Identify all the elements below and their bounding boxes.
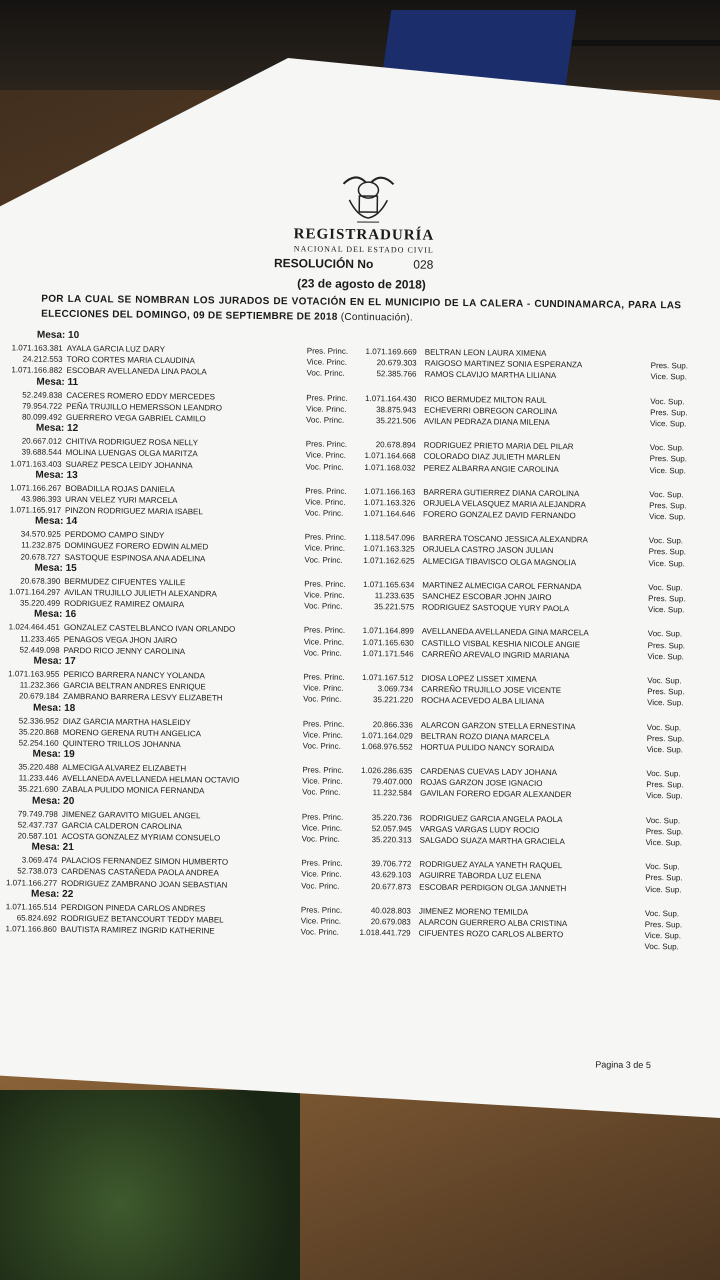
juror-id: 1.071.163.381 <box>11 343 63 353</box>
substitute-role: Pres. Sup. <box>650 407 688 418</box>
mesa-label: Mesa: 18 <box>32 702 76 714</box>
substitute-role: Voc. Sup. <box>644 942 679 952</box>
substitute-name: FORERO GONZALEZ DAVID FERNANDO <box>423 509 576 521</box>
substitute-name: RODRIGUEZ GARCIA ANGELA PAOLA <box>419 813 563 824</box>
substitute-role: Vice. Sup. <box>645 838 683 848</box>
juror-role: Pres. Princ. <box>304 579 346 589</box>
juror-role: Pres. Princ. <box>303 672 345 682</box>
juror-id: 52.254.160 <box>18 738 59 748</box>
substitute-name: PEREZ ALBARRA ANGIE CAROLINA <box>423 463 559 474</box>
substitute-name: ALMECIGA TIBAVISCO OLGA MAGNOLIA <box>422 556 577 567</box>
substitute-name: MARTINEZ ALMECIGA CAROL FERNANDA <box>422 580 582 592</box>
juror-role: Pres. Princ. <box>305 439 348 449</box>
juror-role: Voc. Princ. <box>303 648 342 658</box>
juror-name: PERDOMO CAMPO SINDY <box>64 530 165 541</box>
substitute-id: 1.071.171.546 <box>362 648 414 659</box>
juror-id: 1.071.166.882 <box>11 365 63 376</box>
mesa-label: Mesa: 14 <box>34 515 78 528</box>
juror-name: URAN VELEZ YURI MARCELA <box>65 494 178 505</box>
substitute-name: ORJUELA CASTRO JASON JULIAN <box>422 545 554 556</box>
juror-id: 35.221.690 <box>18 784 59 795</box>
juror-name: QUINTERO TRILLOS JOHANNA <box>62 738 181 750</box>
juror-name: PARDO RICO JENNY CAROLINA <box>63 645 186 656</box>
juror-role: Pres. Princ. <box>301 812 344 822</box>
juror-id: 79.954.722 <box>22 401 63 411</box>
substitute-name: AVILAN PEDRAZA DIANA MILENA <box>423 416 550 427</box>
substitute-role: Vice. Sup. <box>644 931 682 941</box>
juror-id: 20.679.184 <box>19 691 60 702</box>
juror-id: 52.336.952 <box>18 715 59 726</box>
juror-role: Voc. Princ. <box>302 741 341 751</box>
juror-name: JIMENEZ GARAVITO MIGUEL ANGEL <box>61 809 201 820</box>
juror-role: Pres. Princ. <box>302 718 345 729</box>
juror-id: 11.232.875 <box>21 540 61 551</box>
juror-id: 52.437.737 <box>17 820 58 830</box>
substitute-name: BARRERA TOSCANO JESSICA ALEXANDRA <box>422 533 588 545</box>
juror-name: AVILAN TRUJILLO JULIETH ALEXANDRA <box>64 587 217 599</box>
juror-name: RODRIGUEZ BETANCOURT TEDDY MABEL <box>60 913 224 925</box>
juror-role: Pres. Princ. <box>302 765 344 775</box>
substitute-name: CIFUENTES ROZO CARLOS ALBERTO <box>418 928 564 940</box>
juror-role: Voc. Princ. <box>305 415 345 425</box>
juror-role: Voc. Princ. <box>306 368 345 379</box>
juror-role: Vice. Princ. <box>306 404 347 414</box>
document <box>0 161 720 1071</box>
substitute-role: Voc. Sup. <box>644 908 680 919</box>
substitute-role: Vice. Sup. <box>646 744 683 755</box>
juror-id: 20.667.012 <box>21 436 62 446</box>
substitute-name: RODRIGUEZ SASTOQUE YURY PAOLA <box>422 602 569 614</box>
substitute-role: Voc. Sup. <box>647 629 683 639</box>
juror-id: 1.024.464.451 <box>8 622 60 633</box>
juror-id: 1.071.165.514 <box>5 902 57 912</box>
juror-id: 1.071.165.917 <box>9 505 62 515</box>
juror-id: 1.071.166.277 <box>5 877 58 888</box>
juror-name: ZAMBRANO BARRERA LESVY ELIZABETH <box>63 692 223 703</box>
substitute-role: Pres. Sup. <box>649 454 688 464</box>
resolution-label: RESOLUCIÓN No <box>273 256 374 272</box>
juror-role: Voc. Princ. <box>305 461 344 472</box>
substitute-role: Voc. Sup. <box>646 722 682 732</box>
mesa-label: Mesa: 12 <box>35 422 79 435</box>
title-text: POR LA CUAL SE NOMBRAN LOS JURADOS DE VOTACIÓN EN EL MUNICIPIO DE LA CALERA - CUNDINAMARCA, PARA LAS ELECCIONES DEL DOMINGO, 09 DE SEPTIEMBRE DE 2018 <box>41 293 682 323</box>
juror-name: SASTOQUE ESPINOSA ANA ADELINA <box>64 552 206 564</box>
substitute-id: 79.407.000 <box>372 777 413 787</box>
substitute-name: RAIGOSO MARTINEZ SONIA ESPERANZA <box>424 358 583 370</box>
mesa-label: Mesa: 11 <box>36 376 79 388</box>
substitute-role: Vice. Sup. <box>647 698 684 708</box>
substitute-id: 1.118.547.096 <box>364 533 415 543</box>
substitute-id: 1.071.164.029 <box>361 730 413 741</box>
juror-id: 1.071.166.267 <box>10 483 62 493</box>
juror-id: 39.688.544 <box>21 447 62 458</box>
substitute-role: Vice. Sup. <box>648 605 685 615</box>
substitute-name: RICO BERMUDEZ MILTON RAUL <box>424 394 547 405</box>
substitute-id: 43.629.103 <box>371 870 412 880</box>
juror-role: Vice. Princ. <box>303 683 344 693</box>
substitute-name: RAMOS CLAVIJO MARTHA LILIANA <box>424 370 557 381</box>
juror-name: GONZALEZ CASTELBLANCO IVAN ORLANDO <box>63 623 236 635</box>
substitute-name: RODRIGUEZ PRIETO MARIA DEL PILAR <box>423 440 574 452</box>
substitute-id: 38.875.943 <box>376 404 417 415</box>
substitute-role: Voc. Sup. <box>646 769 681 779</box>
juror-name: GUERRERO VEGA GABRIEL CAMILO <box>66 412 206 424</box>
substitute-id: 52.057.945 <box>371 823 412 834</box>
juror-role: Vice. Princ. <box>306 357 348 368</box>
substitute-role: Vice. Sup. <box>649 418 687 429</box>
substitute-role: Vice. Sup. <box>648 558 685 569</box>
substitute-role: Pres. Sup. <box>647 687 685 697</box>
substitute-name: HORTUA PULIDO NANCY SORAIDA <box>420 742 555 753</box>
substitute-id: 1.026.286.635 <box>361 766 413 776</box>
juror-id: 1.071.166.860 <box>5 924 57 934</box>
substitute-id: 11.232.584 <box>372 788 413 798</box>
juror-name: AVELLANEDA AVELLANEDA HELMAN OCTAVIO <box>62 774 240 785</box>
substitute-id: 1.018.441.729 <box>359 928 411 938</box>
substitute-id: 35.221.575 <box>373 602 415 612</box>
juror-id: 52.738.073 <box>17 866 58 877</box>
page-number: Pagina 3 de 5 <box>595 1059 651 1071</box>
juror-role: Vice. Princ. <box>301 869 342 880</box>
juror-role: Voc. Princ. <box>305 508 344 518</box>
juror-role: Pres. Princ. <box>303 625 346 636</box>
mesa-block <box>0 841 718 895</box>
substitute-id: 35.220.313 <box>371 835 412 845</box>
mesa-block <box>0 888 717 942</box>
juror-id: 65.824.692 <box>16 913 57 923</box>
substitute-name: JIMENEZ MORENO TEMILDA <box>418 906 529 917</box>
substitute-role: Voc. Sup. <box>649 489 684 500</box>
juror-id: 52.249.838 <box>22 390 63 400</box>
mesa-label: Mesa: 13 <box>35 469 78 481</box>
substitute-role: Pres. Sup. <box>649 500 687 511</box>
substitute-role: Pres. Sup. <box>650 361 689 371</box>
crest-icon <box>337 170 400 227</box>
substitute-role: Vice. Sup. <box>646 791 683 801</box>
juror-role: Vice. Princ. <box>300 916 342 926</box>
juror-name: ACOSTA GONZALEZ MYRIAM CONSUELO <box>61 831 221 843</box>
juror-name: BAUTISTA RAMIREZ INGRID KATHERINE <box>60 925 215 936</box>
substitute-id: 1.071.165.634 <box>363 579 415 590</box>
juror-role: Vice. Princ. <box>304 590 345 600</box>
substitute-role: Voc. Sup. <box>650 396 685 406</box>
juror-role: Voc. Princ. <box>301 834 340 844</box>
substitute-id: 1.071.162.625 <box>363 555 415 566</box>
substitute-role: Vice. Sup. <box>647 651 684 662</box>
substitute-id: 11.233.635 <box>374 591 415 601</box>
juror-role: Pres. Princ. <box>300 905 343 915</box>
mesa-label: Mesa: 15 <box>34 562 77 574</box>
substitute-id: 20.679.303 <box>376 358 417 368</box>
juror-role: Voc. Princ. <box>303 694 342 705</box>
substitute-id: 1.071.169.669 <box>365 347 417 357</box>
substitute-id: 20.679.083 <box>370 917 411 927</box>
substitute-role: Pres. Sup. <box>648 594 686 604</box>
juror-name: CARDENAS CASTAÑEDA PAOLA ANDREA <box>61 867 219 878</box>
substitute-name: ORJUELA VELASQUEZ MARIA ALEJANDRA <box>423 498 586 510</box>
substitute-role: Vice. Sup. <box>645 884 682 894</box>
juror-name: TORO CORTES MARIA CLAUDINA <box>66 355 195 366</box>
juror-id: 35.220.868 <box>18 727 59 737</box>
juror-name: PEÑA TRUJILLO HEMERSSON LEANDRO <box>66 401 223 413</box>
substitute-role: Pres. Sup. <box>647 640 686 650</box>
juror-name: MOLINA LUENGAS OLGA MARITZA <box>65 448 198 459</box>
substitute-role: Voc. Sup. <box>648 582 683 593</box>
substitute-id: 35.220.736 <box>371 812 412 823</box>
substitute-name: CARREÑO AREVALO INGRID MARIANA <box>421 649 570 660</box>
juror-role: Pres. Princ. <box>304 532 347 543</box>
substitute-name: ROJAS GARZON JOSE IGNACIO <box>420 777 543 789</box>
rug <box>0 1090 300 1280</box>
juror-id: 20.678.390 <box>20 576 61 586</box>
mesa-block <box>2 422 720 476</box>
substitute-id: 1.071.167.512 <box>362 672 414 683</box>
org-name: REGISTRADURÍA <box>293 226 435 244</box>
juror-name: ESCOBAR AVELLANEDA LINA PAOLA <box>66 366 207 377</box>
mesa-block <box>0 748 719 802</box>
mesa-label: Mesa: 19 <box>32 748 75 761</box>
juror-id: 43.986.393 <box>21 494 62 504</box>
juror-id: 11.233.446 <box>18 773 59 784</box>
juror-role: Vice. Princ. <box>304 543 346 554</box>
mesa-label: Mesa: 22 <box>31 888 74 900</box>
juror-name: CHITIVA RODRIGUEZ ROSA NELLY <box>65 437 199 448</box>
substitute-name: AVELLANEDA AVELLANEDA GINA MARCELA <box>421 627 589 638</box>
substitute-id: 1.071.165.630 <box>362 637 414 648</box>
juror-name: DOMINGUEZ FORERO EDWIN ALMED <box>64 541 209 552</box>
substitute-id: 40.028.803 <box>370 905 411 916</box>
substitute-name: GAVILAN FORERO EDGAR ALEXANDER <box>420 789 572 800</box>
juror-id: 20.678.727 <box>20 552 61 562</box>
mesa-label: Mesa: 17 <box>33 655 76 667</box>
juror-id: 1.071.163.955 <box>8 669 60 679</box>
substitute-name: CASTILLO VISBAL KESHIA NICOLE ANGIE <box>421 638 581 649</box>
juror-id: 35.220.499 <box>20 598 61 609</box>
substitute-name: ALARCON GARZON STELLA ERNESTINA <box>420 720 576 731</box>
substitute-name: BARRERA GUTIERREZ DIANA CAROLINA <box>423 487 580 498</box>
resolution-number: 028 <box>413 257 434 272</box>
title-continuation: (Continuación). <box>340 311 414 324</box>
juror-name: RODRIGUEZ RAMIREZ OMAIRA <box>64 599 185 610</box>
substitute-name: SANCHEZ ESCOBAR JOHN JAIRO <box>422 591 552 603</box>
juror-name: BERMUDEZ CIFUENTES YALILE <box>64 576 186 587</box>
substitute-role: Pres. Sup. <box>645 826 684 837</box>
substitute-id: 1.071.164.899 <box>362 626 414 636</box>
resolution-date: (23 de agosto de 2018) <box>297 276 426 292</box>
mesa-block <box>0 702 719 756</box>
substitute-id: 1.071.164.668 <box>364 451 416 461</box>
substitute-id: 39.706.772 <box>371 859 412 869</box>
juror-name: CACERES ROMERO EDDY MERCEDES <box>66 390 216 402</box>
substitute-name: ESCOBAR PERDIGON OLGA JANNETH <box>419 882 567 893</box>
juror-name: GARCIA CALDERON CAROLINA <box>61 820 182 831</box>
juror-id: 79.749.798 <box>17 809 58 819</box>
substitute-role: Vice. Sup. <box>649 465 686 475</box>
substitute-name: ROCHA ACEVEDO ALBA LILIANA <box>421 695 545 707</box>
juror-role: Voc. Princ. <box>300 927 339 937</box>
mesa-block <box>0 562 720 616</box>
substitute-id: 1.071.166.163 <box>364 486 416 497</box>
juror-role: Vice. Princ. <box>305 497 346 507</box>
substitute-id: 35.221.506 <box>375 416 417 426</box>
mesa-label: Mesa: 16 <box>33 608 77 621</box>
substitute-role: Vice. Sup. <box>648 512 686 522</box>
substitute-id: 1.071.163.326 <box>363 497 416 508</box>
juror-role: Vice. Princ. <box>305 450 347 461</box>
substitute-role: Vice. Sup. <box>650 372 687 382</box>
substitute-name: DIOSA LOPEZ LISSET XIMENA <box>421 673 537 684</box>
juror-role: Vice. Princ. <box>302 776 343 787</box>
juror-name: PENAGOS VEGA JHON JAIRO <box>63 634 178 645</box>
substitute-id: 1.071.168.032 <box>364 462 416 473</box>
juror-id: 34.570.925 <box>20 529 61 540</box>
juror-role: Vice. Princ. <box>302 730 344 740</box>
juror-name: PERDIGON PINEDA CARLOS ANDRES <box>60 902 206 914</box>
juror-role: Vice. Princ. <box>301 823 343 833</box>
juror-name: BOBADILLA ROJAS DANIELA <box>65 483 175 494</box>
juror-id: 1.071.163.403 <box>10 458 62 469</box>
juror-role: Voc. Princ. <box>304 601 343 612</box>
juror-name: ZABALA PULIDO MONICA FERNANDA <box>62 785 205 796</box>
substitute-id: 52.385.766 <box>376 369 417 379</box>
juror-name: MORENO GERENA RUTH ANGELICA <box>62 727 202 739</box>
juror-name: PERICO BARRERA NANCY YOLANDA <box>63 669 205 681</box>
substitute-name: ECHEVERRI OBREGON CAROLINA <box>424 405 558 416</box>
juror-name: PINZON RODRIGUEZ MARIA ISABEL <box>65 505 203 517</box>
mesa-block <box>1 469 720 523</box>
mesa-block <box>1 515 720 569</box>
mesa-block <box>2 376 720 430</box>
substitute-role: Voc. Sup. <box>645 862 680 872</box>
resolution-title <box>41 292 681 329</box>
substitute-name: AGUIRRE TABORDA LUZ ELENA <box>419 871 542 882</box>
org-subtitle: NACIONAL DEL ESTADO CIVIL <box>293 244 434 255</box>
juror-id: 11.232.366 <box>19 680 60 690</box>
juror-role: Pres. Princ. <box>301 858 343 869</box>
juror-name: PALACIOS FERNANDEZ SIMON HUMBERTO <box>61 856 229 867</box>
jurors-list <box>0 329 720 953</box>
mesa-block <box>0 655 720 709</box>
juror-role: Voc. Princ. <box>302 787 341 798</box>
juror-id: 52.449.098 <box>19 645 60 655</box>
substitute-name: RODRIGUEZ AYALA YANETH RAQUEL <box>419 859 563 871</box>
mesa-block <box>2 329 720 383</box>
juror-name: GARCIA BELTRAN ANDRES ENRIQUE <box>63 681 206 692</box>
substitute-id: 35.221.220 <box>373 695 414 705</box>
substitute-role: Pres. Sup. <box>644 919 683 930</box>
substitute-id: 20.677.873 <box>371 881 412 892</box>
substitute-name: SALGADO SUAZA MARTHA GRACIELA <box>419 835 565 847</box>
mesa-label: Mesa: 10 <box>36 329 80 342</box>
juror-id: 11.233.465 <box>20 634 60 644</box>
mesa-block <box>0 609 720 663</box>
substitute-id: 1.071.164.430 <box>365 393 417 404</box>
juror-name: ALMECIGA ALVAREZ ELIZABETH <box>62 762 187 774</box>
substitute-role: Pres. Sup. <box>648 547 687 557</box>
substitute-name: VARGAS VARGAS LUDY ROCIO <box>419 824 540 835</box>
juror-id: 3.069.474 <box>21 855 58 866</box>
substitute-id: 20.866.336 <box>372 719 413 730</box>
juror-role: Pres. Princ. <box>306 346 349 356</box>
substitute-id: 1.071.164.646 <box>363 509 416 519</box>
mesa-label: Mesa: 21 <box>31 841 74 854</box>
substitute-name: BELTRAN LEON LAURA XIMENA <box>424 347 547 358</box>
substitute-role: Voc. Sup. <box>649 443 685 453</box>
juror-id: 1.071.164.297 <box>9 587 61 597</box>
juror-role: Voc. Princ. <box>301 880 340 891</box>
juror-id: 35.220.488 <box>18 762 59 772</box>
juror-role: Vice. Princ. <box>303 636 345 647</box>
substitute-role: Pres. Sup. <box>646 733 685 744</box>
substitute-name: CARREÑO TRUJILLO JOSE VICENTE <box>421 684 562 696</box>
substitute-id: 20.678.894 <box>375 440 416 450</box>
substitute-role: Voc. Sup. <box>647 675 682 686</box>
mesa-block <box>0 795 718 849</box>
juror-id: 80.099.492 <box>21 412 63 422</box>
juror-role: Voc. Princ. <box>304 555 343 565</box>
juror-id: 20.587.101 <box>17 831 58 841</box>
juror-id: 24.212.553 <box>22 354 63 365</box>
substitute-name: CARDENAS CUEVAS LADY JOHANA <box>420 766 558 778</box>
juror-name: AYALA GARCIA LUZ DARY <box>66 343 166 354</box>
juror-role: Pres. Princ. <box>306 392 348 403</box>
substitute-role: Pres. Sup. <box>645 873 683 883</box>
substitute-id: 1.068.976.552 <box>361 741 413 752</box>
substitute-role: Voc. Sup. <box>648 536 684 546</box>
substitute-name: ALARCON GUERRERO ALBA CRISTINA <box>418 917 568 929</box>
juror-name: SUAREZ PESCA LEIDY JOHANNA <box>65 459 193 470</box>
substitute-role: Voc. Sup. <box>645 815 681 825</box>
juror-role: Pres. Princ. <box>305 486 347 496</box>
juror-name: RODRIGUEZ ZAMBRANO JOAN SEBASTIAN <box>61 878 228 890</box>
substitute-role: Pres. Sup. <box>646 780 684 790</box>
juror-name: DIAZ GARCIA MARTHA HASLEIDY <box>62 716 191 727</box>
substitute-id: 1.071.163.325 <box>363 544 415 555</box>
substitute-name: COLORADO DIAZ JULIETH MARLEN <box>423 451 561 463</box>
substitute-name: BELTRAN ROZO DIANA MARCELA <box>420 731 550 742</box>
substitute-id: 3.069.734 <box>377 684 414 694</box>
mesa-label: Mesa: 20 <box>31 795 75 807</box>
